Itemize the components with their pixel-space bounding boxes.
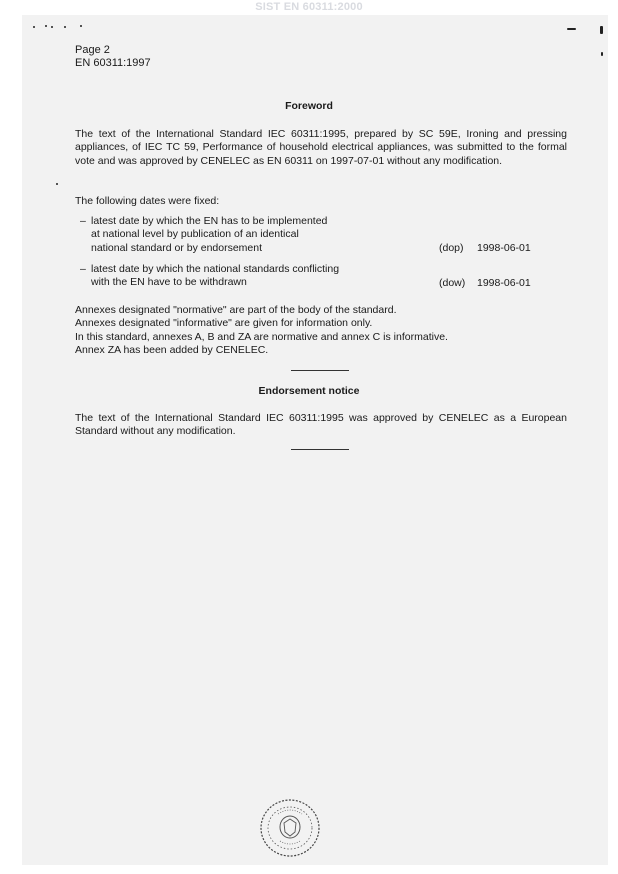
- date-abbr: (dop): [439, 241, 464, 254]
- annex-line: In this standard, annexes A, B and ZA are normative and annex C is informative.: [75, 330, 448, 343]
- scan-speck: [567, 28, 576, 30]
- date-item-text: [91, 263, 411, 290]
- date-item-line: national standard or by endorsement: [91, 241, 263, 254]
- scan-speck: [45, 25, 47, 27]
- annex-line: Annex ZA has been added by CENELEC.: [75, 344, 269, 357]
- section-divider: [291, 449, 349, 450]
- page-number: Page 2: [75, 44, 110, 56]
- scan-speck: [600, 26, 603, 34]
- section-divider: [291, 370, 349, 371]
- list-dash: –: [80, 215, 86, 227]
- date-item-line: latest date by which the EN has to be implemented: [91, 215, 328, 227]
- scan-speck: [51, 26, 53, 28]
- dates-lead: The following dates were fixed:: [75, 195, 220, 207]
- foreword-intro: The text of the International Standard IEC 60311:1995, prepared by SC 59E, Ironing and pressing appliances, of IEC TC 59, Performance of household electrical appliances, was submitted to the formal vote and was approved by CENELEC as EN 60311 on 1997-07-01 without any modification.: [75, 128, 567, 167]
- date-value: 1998-06-01: [477, 276, 531, 289]
- annex-line: Annexes designated "normative" are part of the body of the standard.: [75, 304, 397, 316]
- scan-speck: [56, 183, 58, 185]
- watermark: SIST EN 60311:2000: [255, 1, 363, 13]
- date-item-dow: [80, 263, 550, 290]
- official-seal-stamp: [258, 797, 322, 859]
- date-item-dop: [80, 215, 550, 255]
- standard-number: EN 60311:1997: [75, 57, 151, 69]
- scan-speck: [33, 26, 35, 28]
- date-item-line: at national level by publication of an identical: [91, 228, 299, 241]
- endorsement-title: Endorsement notice: [258, 385, 360, 397]
- scan-speck: [64, 26, 66, 28]
- scan-speck: [601, 52, 603, 56]
- list-dash: –: [80, 263, 86, 275]
- scan-speck: [80, 25, 82, 27]
- foreword-title: Foreword: [285, 100, 333, 112]
- annex-notes: [75, 304, 567, 358]
- date-value: 1998-06-01: [477, 241, 531, 254]
- date-item-line: with the EN have to be withdrawn: [91, 276, 247, 289]
- date-item-text: [91, 215, 411, 255]
- date-item-line: latest date by which the national standards conflicting: [91, 263, 340, 275]
- date-abbr: (dow): [439, 276, 466, 289]
- page-header: [75, 44, 151, 70]
- annex-line: Annexes designated "informative" are given for information only.: [75, 317, 373, 330]
- endorsement-text: The text of the International Standard IEC 60311:1995 was approved by CENELEC as a European Standard without any modification.: [75, 412, 567, 438]
